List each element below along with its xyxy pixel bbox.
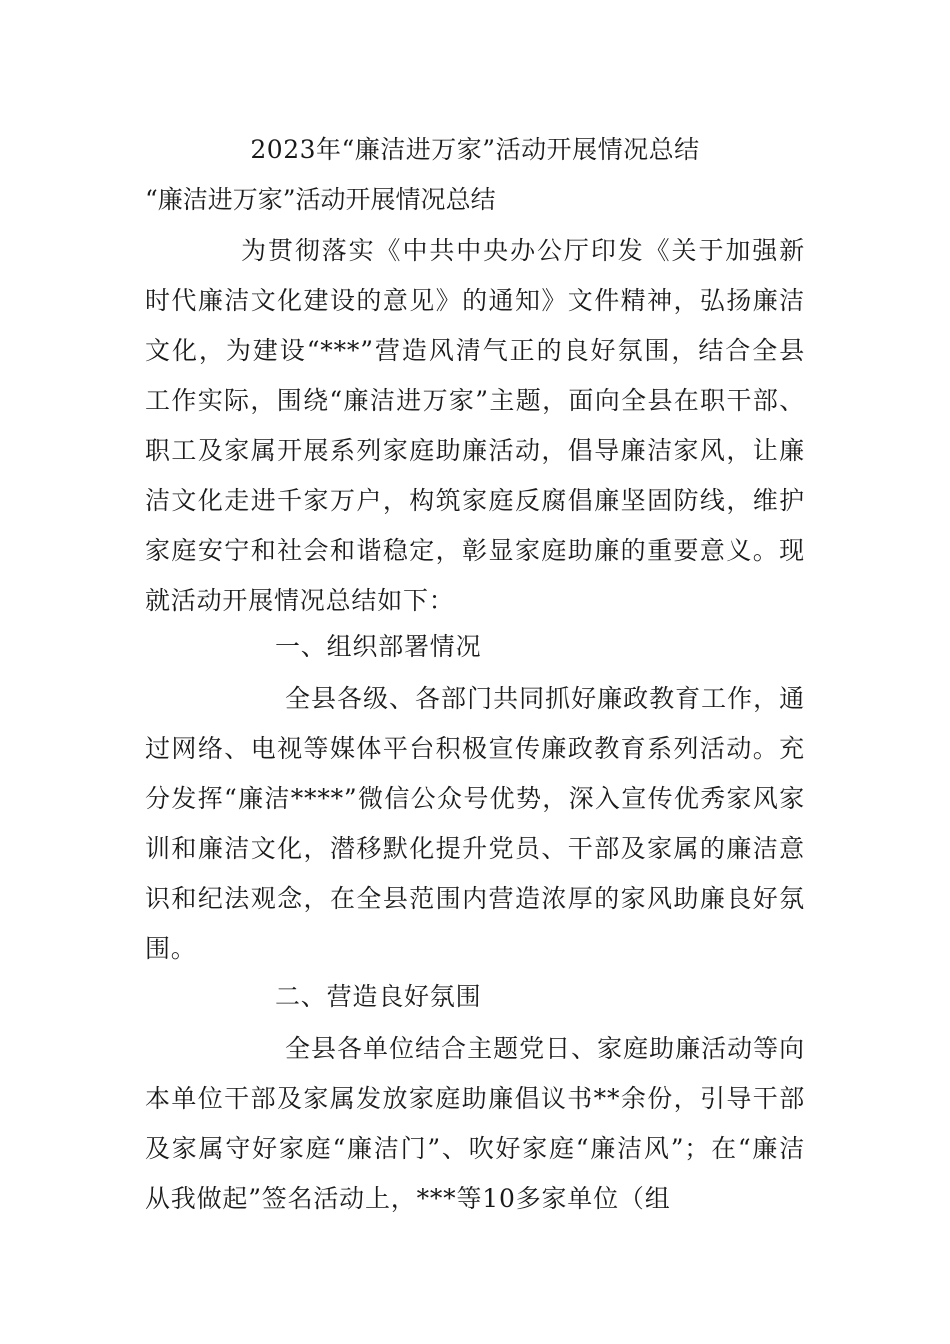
section-heading-atmosphere: 二、营造良好氛围 xyxy=(275,982,482,1011)
intro-paragraph: 为贯彻落实《中共中央办公厅印发《关于加强新时代廉洁文化建设的意见》的通知》文件精神，弘扬廉洁文化，为建设“***”营造风清气正的良好氛围，结合全县工作实际，围绕“廉洁进万家”主题，面向全县在职干部、职工及家属开展系列家庭助廉活动，倡导廉洁家风，让廉洁文化走进千家万户，构筑家庭反腐倡廉坚固防线，维护家庭安宁和社会和谐稳定，彰显家庭助廉的重要意义。现就活动开展情况总结如下： xyxy=(145,236,805,615)
section-heading-organization: 一、组织部署情况 xyxy=(275,632,482,661)
document-subtitle: “廉洁进万家”活动开展情况总结 xyxy=(145,185,496,214)
document-title: 2023年“廉洁进万家”活动开展情况总结 xyxy=(250,135,700,164)
organization-paragraph: 全县各级、各部门共同抓好廉政教育工作，通过网络、电视等媒体平台积极宣传廉政教育系列活动。充分发挥“廉洁****”微信公众号优势，深入宣传优秀家风家训和廉洁文化，潜移默化提升党员、干部及家属的廉洁意识和纪法观念，在全县范围内营造浓厚的家风助廉良好氛围。 xyxy=(145,684,805,963)
atmosphere-paragraph: 全县各单位结合主题党日、家庭助廉活动等向本单位干部及家属发放家庭助廉倡议书**余份，引导干部及家属守好家庭“廉洁门”、吹好家庭“廉洁风”；在“廉洁从我做起”签名活动上，***等10多家单位（组 xyxy=(145,1034,805,1213)
